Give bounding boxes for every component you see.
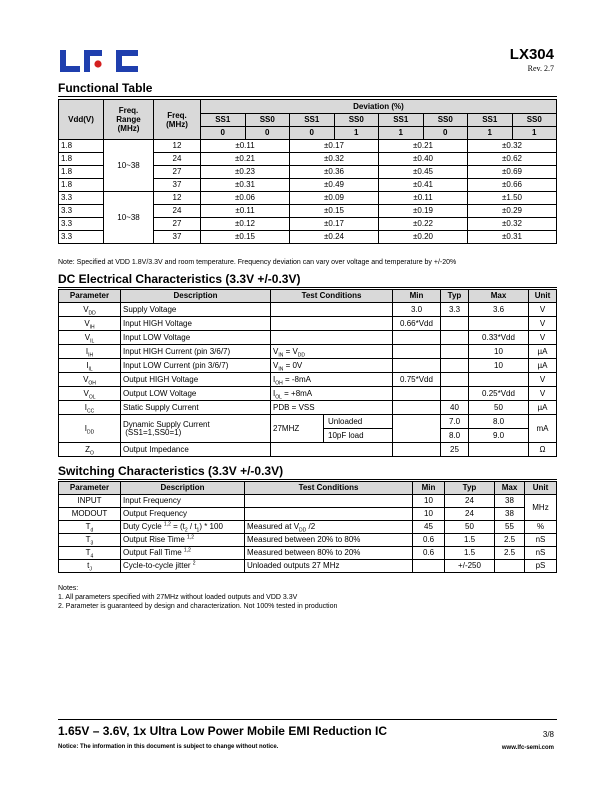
max-cell xyxy=(495,560,525,573)
typ-cell: 3.3 xyxy=(441,303,469,317)
parameter-cell: $I_{IH}$ xyxy=(59,345,121,359)
footer-title: 1.65V – 3.6V, 1x Ultra Low Power Mobile EMI Reduction IC xyxy=(58,724,387,738)
deviation-cell: ±0.21 xyxy=(201,153,290,166)
footer-rule xyxy=(58,719,557,720)
col-vdd: Vdd(V) xyxy=(59,100,104,140)
freq-cell: 24 xyxy=(154,153,201,166)
ss-header: SS1 xyxy=(201,114,246,127)
description-cell: Output Fall Time $^{1,2}$ xyxy=(121,547,245,560)
parameter-cell: $V_{OL}$ xyxy=(59,387,121,401)
freq-cell: 12 xyxy=(154,192,201,205)
typ-cell xyxy=(441,317,469,331)
freq-range-cell: 10~38 xyxy=(104,140,154,192)
max-cell: 38 xyxy=(495,495,525,508)
parameter-cell: $T_d$ xyxy=(59,521,121,534)
ss-value: 1 xyxy=(334,127,379,140)
col-deviation: Deviation (%) xyxy=(201,100,557,114)
test-conditions-cell: $I_{OH} = -8mA$ xyxy=(271,373,393,387)
unit-cell: V xyxy=(529,387,557,401)
freq-cell: 27 xyxy=(154,166,201,179)
max-cell: 38 xyxy=(495,508,525,521)
min-cell xyxy=(393,331,441,345)
table-row xyxy=(59,359,557,373)
min-cell: 10 xyxy=(413,508,445,521)
max-cell xyxy=(469,373,529,387)
typ-cell: 1.5 xyxy=(445,547,495,560)
ss-value: 0 xyxy=(423,127,468,140)
idd-load-unloaded: Unloaded xyxy=(324,415,392,429)
typ-cell xyxy=(441,387,469,401)
col-freq: Freq. (MHz) xyxy=(154,100,201,140)
description-cell: Static Supply Current xyxy=(121,401,271,415)
table-row xyxy=(59,140,557,153)
max-cell: 8.0 xyxy=(469,415,529,429)
freq-cell: 37 xyxy=(154,179,201,192)
ss-header: SS0 xyxy=(245,114,290,127)
section-rule xyxy=(58,479,557,480)
test-conditions-cell: Unloaded outputs 27 MHz xyxy=(245,560,413,573)
parameter-cell: $Z_O$ xyxy=(59,443,121,457)
note-line: 1. All parameters specified with 27MHz without loaded outputs and VDD 3.3V xyxy=(58,594,298,601)
unit-cell: pS xyxy=(525,560,557,573)
vdd-cell: 3.3 xyxy=(59,192,104,205)
note-line: 2. Parameter is guaranteed by design and characterization. Not 100% tested in production xyxy=(58,603,338,610)
section-rule xyxy=(58,287,557,288)
table-row xyxy=(59,415,557,429)
unit-cell: MHz xyxy=(525,495,557,521)
deviation-cell: ±0.32 xyxy=(468,140,557,153)
ss-value: 1 xyxy=(379,127,424,140)
table-row xyxy=(59,345,557,359)
description-cell: Input HIGH Current (pin 3/6/7) xyxy=(121,345,271,359)
table-row xyxy=(59,495,557,508)
table-row xyxy=(59,560,557,573)
typ-cell: 1.5 xyxy=(445,534,495,547)
table-row xyxy=(59,521,557,534)
deviation-cell: ±1.50 xyxy=(468,192,557,205)
table-row xyxy=(59,387,557,401)
min-cell xyxy=(393,345,441,359)
min-cell xyxy=(393,401,441,415)
column-header: Typ xyxy=(445,482,495,495)
deviation-cell: ±0.29 xyxy=(468,205,557,218)
max-cell: 0.25*Vdd xyxy=(469,387,529,401)
functional-table-title: Functional Table xyxy=(58,81,153,95)
column-header: Unit xyxy=(525,482,557,495)
min-cell: 10 xyxy=(413,495,445,508)
max-cell: 10 xyxy=(469,345,529,359)
deviation-cell: ±0.06 xyxy=(201,192,290,205)
max-cell xyxy=(469,317,529,331)
deviation-cell: ±0.17 xyxy=(290,140,379,153)
max-cell: 0.33*Vdd xyxy=(469,331,529,345)
test-conditions-cell xyxy=(271,415,393,443)
column-header: Max xyxy=(495,482,525,495)
deviation-cell: ±0.66 xyxy=(468,179,557,192)
column-header: Parameter xyxy=(59,482,121,495)
column-header: Description xyxy=(121,290,271,303)
test-conditions-cell xyxy=(271,443,393,457)
deviation-cell: ±0.41 xyxy=(379,179,468,192)
unit-cell: mA xyxy=(529,415,557,443)
column-header: Test Conditions xyxy=(271,290,393,303)
table-row xyxy=(59,534,557,547)
freq-cell: 12 xyxy=(154,140,201,153)
ss-value: 1 xyxy=(468,127,513,140)
deviation-cell: ±0.49 xyxy=(290,179,379,192)
unit-cell: nS xyxy=(525,534,557,547)
parameter-cell: $V_{IH}$ xyxy=(59,317,121,331)
idd-load-10pf: 10pF load xyxy=(328,430,364,440)
vdd-cell: 1.8 xyxy=(59,166,104,179)
typ-cell: 24 xyxy=(445,495,495,508)
typ-cell: 8.0 xyxy=(441,429,469,443)
parameter-cell: $I_{CC}$ xyxy=(59,401,121,415)
unit-cell: V xyxy=(529,331,557,345)
deviation-cell: ±0.36 xyxy=(290,166,379,179)
description-cell: Input Frequency xyxy=(121,495,245,508)
description-cell: Output LOW Voltage xyxy=(121,387,271,401)
dc-table-title: DC Electrical Characteristics (3.3V +/-0.3V) xyxy=(58,272,301,286)
min-cell xyxy=(393,415,441,443)
deviation-cell: ±0.11 xyxy=(379,192,468,205)
column-header: Max xyxy=(469,290,529,303)
max-cell: 2.5 xyxy=(495,547,525,560)
unit-cell: % xyxy=(525,521,557,534)
vdd-cell: 3.3 xyxy=(59,231,104,244)
test-conditions-cell: $V_{IN} = V_{DD}$ xyxy=(271,345,393,359)
deviation-cell: ±0.12 xyxy=(201,218,290,231)
col-freq-range: Freq. Range (MHz) xyxy=(104,100,154,140)
test-conditions-cell xyxy=(245,495,413,508)
deviation-cell: ±0.20 xyxy=(379,231,468,244)
typ-cell: 25 xyxy=(441,443,469,457)
deviation-cell: ±0.23 xyxy=(201,166,290,179)
deviation-cell: ±0.19 xyxy=(379,205,468,218)
column-header: Min xyxy=(393,290,441,303)
switching-table-title: Switching Characteristics (3.3V +/-0.3V) xyxy=(58,464,284,478)
description-cell: Output Rise Time $^{1,2}$ xyxy=(121,534,245,547)
deviation-cell: ±0.15 xyxy=(201,231,290,244)
min-cell: 0.75*Vdd xyxy=(393,373,441,387)
deviation-cell: ±0.62 xyxy=(468,153,557,166)
ss-header: SS1 xyxy=(290,114,335,127)
test-conditions-cell: Measured between 20% to 80% xyxy=(245,534,413,547)
vdd-cell: 3.3 xyxy=(59,205,104,218)
typ-cell xyxy=(441,373,469,387)
max-cell: 2.5 xyxy=(495,534,525,547)
deviation-cell: ±0.32 xyxy=(468,218,557,231)
typ-cell xyxy=(441,331,469,345)
functional-note: Note: Specified at VDD 1.8V/3.3V and room temperature. Frequency deviation can vary over voltage and temperature by +/-20% xyxy=(58,259,457,266)
description-cell: Duty Cycle $^{1,2} = (t_2 / t_1) * 100$ xyxy=(121,521,245,534)
table-row xyxy=(59,373,557,387)
table-row xyxy=(59,331,557,345)
typ-cell: 7.0 xyxy=(441,415,469,429)
ss-value: 0 xyxy=(245,127,290,140)
column-header: Description xyxy=(121,482,245,495)
ss-header: SS1 xyxy=(468,114,513,127)
functional-table xyxy=(58,99,557,244)
freq-cell: 37 xyxy=(154,231,201,244)
dc-table xyxy=(58,289,557,457)
parameter-cell: $t_J$ xyxy=(59,560,121,573)
deviation-cell: ±0.40 xyxy=(379,153,468,166)
deviation-cell: ±0.22 xyxy=(379,218,468,231)
test-conditions-cell xyxy=(271,331,393,345)
parameter-cell: $V_{DD}$ xyxy=(59,303,121,317)
table-row xyxy=(59,192,557,205)
description-cell: Cycle-to-cycle jitter $^2$ xyxy=(121,560,245,573)
test-conditions-cell xyxy=(245,508,413,521)
footer-website: www.lfc-semi.com xyxy=(501,745,554,751)
section-rule xyxy=(58,96,557,97)
unit-cell: V xyxy=(529,303,557,317)
freq-cell: 24 xyxy=(154,205,201,218)
revision: Rev. 2.7 xyxy=(527,64,554,73)
deviation-cell: ±0.31 xyxy=(468,231,557,244)
parameter-cell: MODOUT xyxy=(59,508,121,521)
deviation-cell: ±0.15 xyxy=(290,205,379,218)
typ-cell: 40 xyxy=(441,401,469,415)
description-cell: Output Impedance xyxy=(121,443,271,457)
test-conditions-cell: Measured between 80% to 20% xyxy=(245,547,413,560)
unit-cell: Ω xyxy=(529,443,557,457)
column-header: Parameter xyxy=(59,290,121,303)
table-row xyxy=(59,443,557,457)
description-cell: Input LOW Voltage xyxy=(121,331,271,345)
deviation-cell: ±0.11 xyxy=(201,205,290,218)
unit-cell: µA xyxy=(529,359,557,373)
vdd-cell: 1.8 xyxy=(59,179,104,192)
parameter-cell: $I_{DD}$ xyxy=(59,415,121,443)
part-number: LX304 xyxy=(509,46,554,63)
test-conditions-cell xyxy=(271,303,393,317)
min-cell xyxy=(393,359,441,373)
description-cell: Supply Voltage xyxy=(121,303,271,317)
column-header: Unit xyxy=(529,290,557,303)
max-cell: 3.6 xyxy=(469,303,529,317)
deviation-cell: ±0.11 xyxy=(201,140,290,153)
min-cell xyxy=(413,560,445,573)
unit-cell: nS xyxy=(525,547,557,560)
max-cell xyxy=(469,443,529,457)
table-row xyxy=(59,303,557,317)
ss-header: SS0 xyxy=(334,114,379,127)
freq-range-cell: 10~38 xyxy=(104,192,154,244)
test-conditions-cell: Measured at $V_{DD}$ /2 xyxy=(245,521,413,534)
description-cell: Output Frequency xyxy=(121,508,245,521)
unit-cell: V xyxy=(529,373,557,387)
column-header: Min xyxy=(413,482,445,495)
ss-value: 1 xyxy=(512,127,557,140)
max-cell: 9.0 xyxy=(469,429,529,443)
deviation-cell: ±0.21 xyxy=(379,140,468,153)
footer-notice: Notice: The information in this document is subject to change without notice. xyxy=(58,744,279,750)
description-cell: Dynamic Supply Current (SS1=1,SS0=1) xyxy=(121,415,271,443)
typ-cell: 50 xyxy=(445,521,495,534)
ss-header: SS1 xyxy=(379,114,424,127)
min-cell: 45 xyxy=(413,521,445,534)
deviation-cell: ±0.69 xyxy=(468,166,557,179)
table-row xyxy=(59,547,557,560)
freq-cell: 27 xyxy=(154,218,201,231)
ss-value: 0 xyxy=(201,127,246,140)
vdd-cell: 1.8 xyxy=(59,140,104,153)
typ-cell xyxy=(441,359,469,373)
switching-notes xyxy=(58,584,337,611)
min-cell: 0.6 xyxy=(413,547,445,560)
min-cell xyxy=(393,387,441,401)
unit-cell: µA xyxy=(529,345,557,359)
description-cell: Output HIGH Voltage xyxy=(121,373,271,387)
description-cell: Input HIGH Voltage xyxy=(121,317,271,331)
column-header: Typ xyxy=(441,290,469,303)
deviation-cell: ±0.24 xyxy=(290,231,379,244)
description-cell: Input LOW Current (pin 3/6/7) xyxy=(121,359,271,373)
deviation-cell: ±0.17 xyxy=(290,218,379,231)
table-row xyxy=(59,401,557,415)
ss-value: 0 xyxy=(290,127,335,140)
min-cell: 3.0 xyxy=(393,303,441,317)
page-number: 3/8 xyxy=(542,730,554,739)
table-row xyxy=(59,508,557,521)
min-cell: 0.66*Vdd xyxy=(393,317,441,331)
max-cell: 10 xyxy=(469,359,529,373)
ss-header: SS0 xyxy=(512,114,557,127)
test-conditions-cell: $I_{OL} = +8mA$ xyxy=(271,387,393,401)
max-cell: 55 xyxy=(495,521,525,534)
min-cell xyxy=(393,443,441,457)
typ-cell: +/-250 xyxy=(445,560,495,573)
deviation-cell: ±0.45 xyxy=(379,166,468,179)
parameter-cell: $V_{OH}$ xyxy=(59,373,121,387)
test-conditions-cell xyxy=(271,317,393,331)
parameter-cell: INPUT xyxy=(59,495,121,508)
deviation-cell: ±0.09 xyxy=(290,192,379,205)
parameter-cell: $T_3$ xyxy=(59,534,121,547)
switching-table xyxy=(58,481,557,573)
table-row xyxy=(59,317,557,331)
unit-cell: µA xyxy=(529,401,557,415)
idd-freq: 27MHZ xyxy=(271,415,324,442)
parameter-cell: $T_4$ xyxy=(59,547,121,560)
typ-cell xyxy=(441,345,469,359)
deviation-cell: ±0.31 xyxy=(201,179,290,192)
max-cell: 50 xyxy=(469,401,529,415)
min-cell: 0.6 xyxy=(413,534,445,547)
test-conditions-cell: PDB = VSS xyxy=(271,401,393,415)
deviation-cell: ±0.32 xyxy=(290,153,379,166)
parameter-cell: $I_{IL}$ xyxy=(59,359,121,373)
unit-cell: V xyxy=(529,317,557,331)
test-conditions-cell: $V_{IN} = 0V$ xyxy=(271,359,393,373)
vdd-cell: 3.3 xyxy=(59,218,104,231)
lfc-logo xyxy=(58,48,142,74)
ss-header: SS0 xyxy=(423,114,468,127)
parameter-cell: $V_{IL}$ xyxy=(59,331,121,345)
column-header: Test Conditions xyxy=(245,482,413,495)
typ-cell: 24 xyxy=(445,508,495,521)
vdd-cell: 1.8 xyxy=(59,153,104,166)
note-line: Notes: xyxy=(58,585,79,592)
